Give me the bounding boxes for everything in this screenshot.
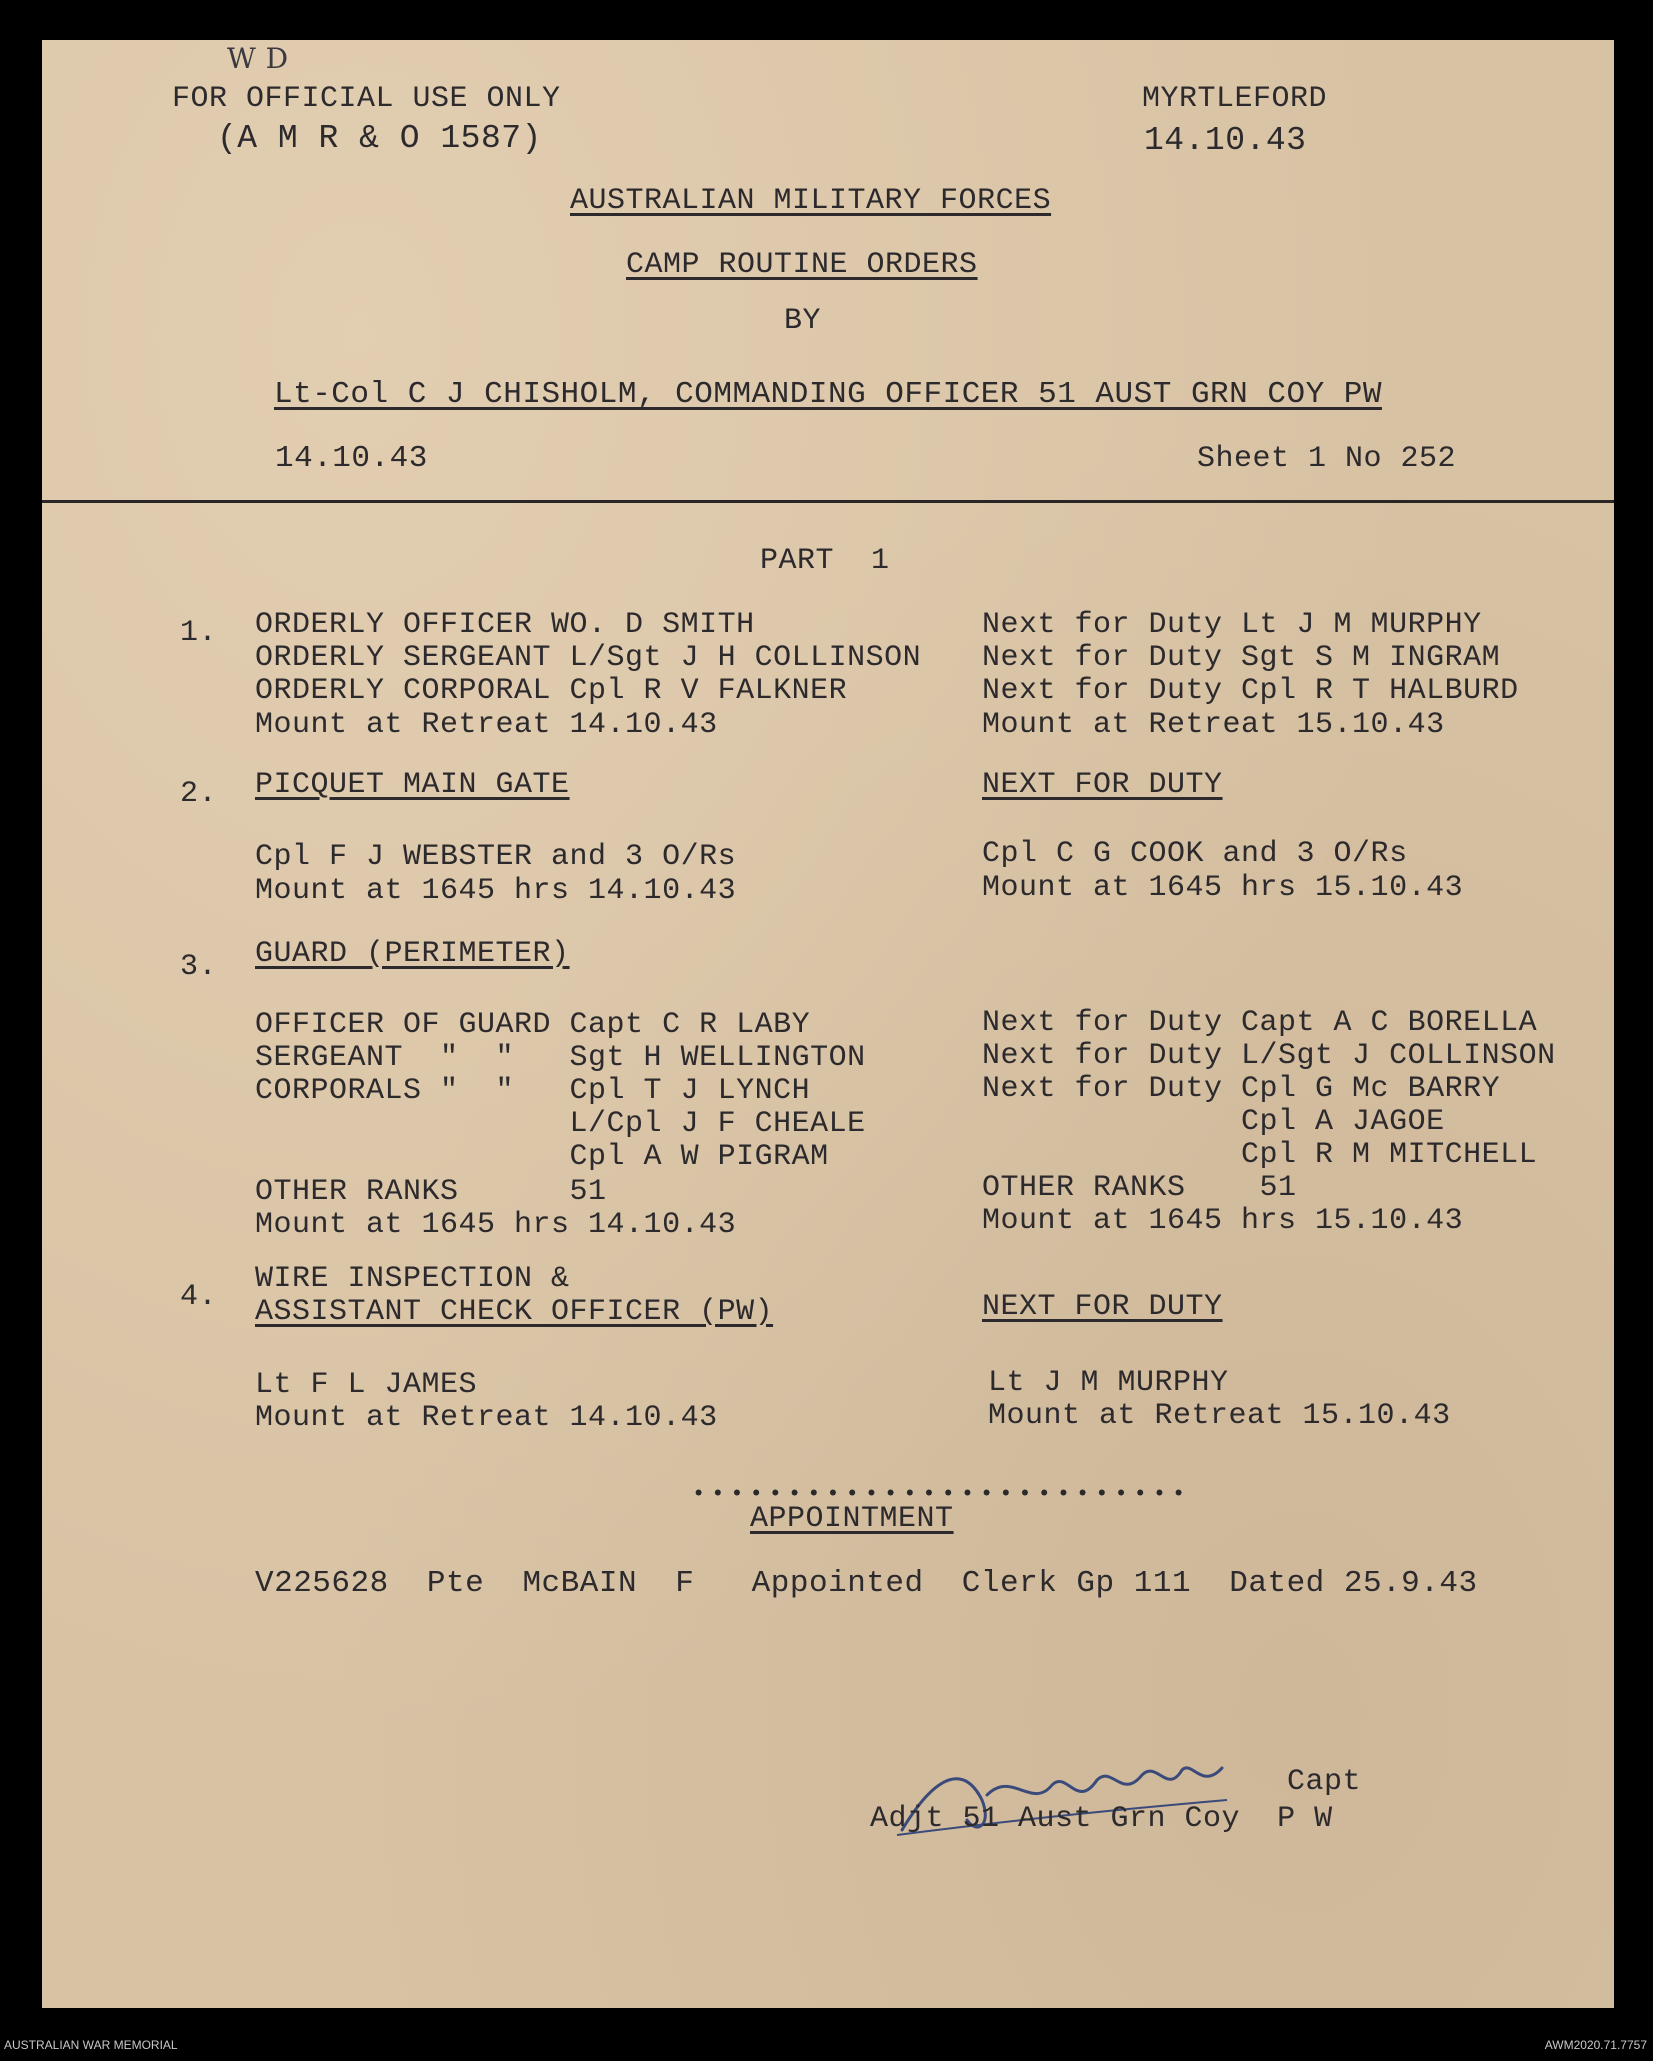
classification: FOR OFFICIAL USE ONLY	[172, 82, 561, 116]
list-item: Cpl R M MITCHELL	[982, 1138, 1538, 1172]
wd-mark: W D	[227, 42, 289, 75]
signature-rank: Capt	[1287, 1765, 1362, 1799]
by-label: BY	[784, 304, 822, 338]
signature-title: Adjt 51 Aust Grn Coy P W	[870, 1802, 1333, 1836]
section2-next-heading: NEXT FOR DUTY	[982, 768, 1223, 802]
list-item: OTHER RANKS 51	[982, 1171, 1297, 1205]
list-item: Mount at 1645 hrs 14.10.43	[255, 874, 737, 908]
section4-heading-line2: ASSISTANT CHECK OFFICER (PW)	[255, 1295, 774, 1329]
list-item: Mount at 1645 hrs 14.10.43	[255, 1208, 737, 1242]
list-item: SERGEANT " " Sgt H WELLINGTON	[255, 1041, 866, 1075]
forces-title: AUSTRALIAN MILITARY FORCES	[570, 184, 1052, 218]
list-item: Cpl F J WEBSTER and 3 O/Rs	[255, 840, 737, 874]
list-item: ORDERLY SERGEANT L/Sgt J H COLLINSON	[255, 641, 922, 675]
list-item: Next for Duty Lt J M MURPHY	[982, 608, 1482, 642]
section2-heading: PICQUET MAIN GATE	[255, 768, 570, 802]
list-item: Cpl A W PIGRAM	[255, 1140, 829, 1174]
dotted-separator: ••••••••••••••••••••••••••	[692, 1482, 1192, 1507]
list-item: Next for Duty Sgt S M INGRAM	[982, 641, 1501, 675]
section-number: 1.	[180, 616, 218, 650]
list-item: Mount at 1645 hrs 15.10.43	[982, 1204, 1464, 1238]
reference: (A M R & O 1587)	[217, 120, 542, 157]
order-date: 14.10.43	[275, 441, 428, 476]
list-item: Next for Duty Capt A C BORELLA	[982, 1006, 1538, 1040]
section-number: 4.	[180, 1280, 218, 1314]
section-number: 2.	[180, 777, 218, 811]
list-item: Mount at 1645 hrs 15.10.43	[982, 871, 1464, 905]
commander: Lt-Col C J CHISHOLM, COMMANDING OFFICER 51 AUST GRN COY PW	[274, 377, 1382, 412]
list-item: Mount at Retreat 14.10.43	[255, 708, 718, 742]
appointment-heading: APPOINTMENT	[750, 1502, 954, 1536]
footer-credit: AUSTRALIAN WAR MEMORIAL	[4, 2038, 178, 2052]
document-page	[42, 40, 1614, 2008]
section4-next-heading: NEXT FOR DUTY	[982, 1290, 1223, 1324]
location: MYRTLEFORD	[1142, 82, 1328, 116]
list-item: ORDERLY OFFICER WO. D SMITH	[255, 608, 755, 642]
orders-title: CAMP ROUTINE ORDERS	[626, 248, 978, 282]
list-item: Cpl C G COOK and 3 O/Rs	[982, 837, 1408, 871]
list-item: OFFICER OF GUARD Capt C R LABY	[255, 1008, 811, 1042]
list-item: Lt J M MURPHY	[988, 1366, 1229, 1400]
list-item: Next for Duty L/Sgt J COLLINSON	[982, 1039, 1556, 1073]
header-date: 14.10.43	[1144, 122, 1307, 159]
list-item: CORPORALS " " Cpl T J LYNCH	[255, 1074, 811, 1108]
list-item: Mount at Retreat 15.10.43	[982, 708, 1445, 742]
section3-heading: GUARD (PERIMETER)	[255, 937, 570, 971]
section4-heading-line1: WIRE INSPECTION &	[255, 1262, 570, 1296]
list-item: Mount at Retreat 14.10.43	[255, 1401, 718, 1435]
section-number: 3.	[180, 950, 218, 984]
list-item: Next for Duty Cpl G Mc BARRY	[982, 1072, 1501, 1106]
list-item: OTHER RANKS 51	[255, 1175, 607, 1209]
part-heading: PART 1	[760, 544, 890, 578]
list-item: Lt F L JAMES	[255, 1368, 478, 1402]
divider-line	[42, 500, 1614, 503]
list-item: Next for Duty Cpl R T HALBURD	[982, 674, 1519, 708]
list-item: ORDERLY CORPORAL Cpl R V FALKNER	[255, 674, 848, 708]
footer-accession: AWM2020.71.7757	[1544, 2038, 1647, 2052]
sheet-number: Sheet 1 No 252	[1197, 442, 1457, 476]
list-item: Mount at Retreat 15.10.43	[988, 1399, 1451, 1433]
appointment-text: V225628 Pte McBAIN F Appointed Clerk Gp 111 Dated 25.9.43	[255, 1566, 1478, 1601]
list-item: Cpl A JAGOE	[982, 1105, 1445, 1139]
list-item: L/Cpl J F CHEALE	[255, 1107, 866, 1141]
